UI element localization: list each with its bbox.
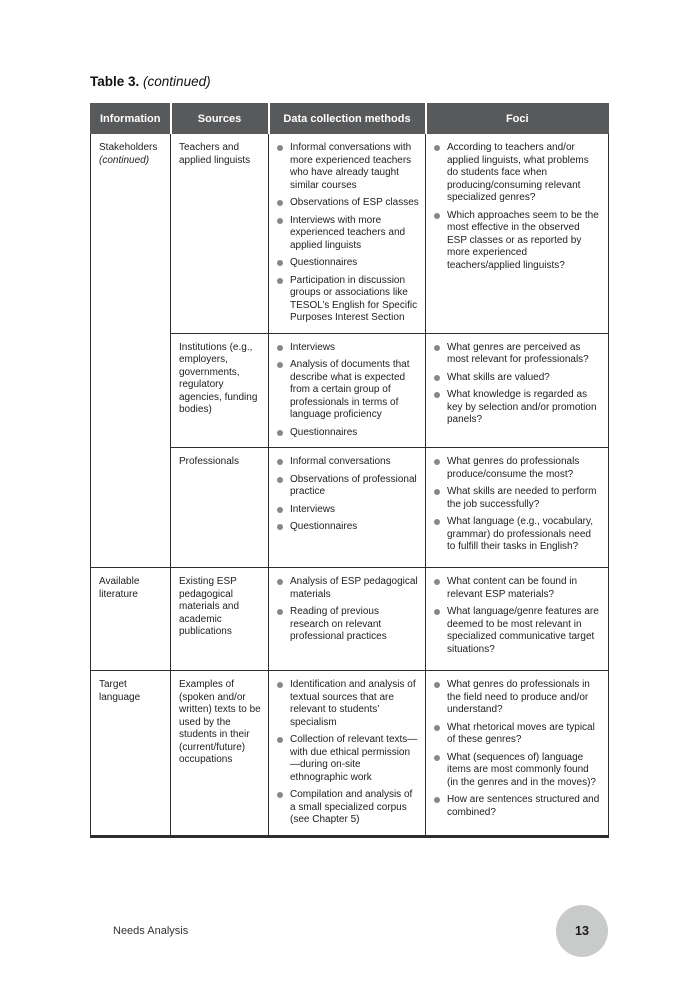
cell-foci — [426, 134, 609, 334]
needs-analysis-table — [90, 103, 609, 838]
bullet-icon — [434, 682, 440, 688]
bullet-icon — [434, 392, 440, 398]
cell-foci — [426, 448, 609, 568]
list-item — [434, 456, 602, 481]
list-item-text: Observations of ESP classes — [290, 197, 419, 209]
header-sources: Sources — [171, 104, 269, 134]
cell-sources: Existing ESP pedagogical materials and academic publications — [171, 568, 269, 671]
cell-methods — [269, 671, 426, 837]
list-item-text: Observations of professional practice — [290, 473, 417, 498]
methods-list — [277, 576, 419, 644]
header-foci: Foci — [426, 104, 609, 134]
list-item-text: Interviews — [290, 341, 336, 353]
list-item — [277, 359, 419, 422]
foci-list — [434, 142, 602, 272]
list-item-text: What genres do professionals produce/consume the most? — [447, 456, 580, 480]
list-item — [277, 427, 419, 440]
list-item — [434, 142, 602, 205]
bullet-icon — [434, 489, 440, 495]
list-item-text: What genres do professionals in the field need to produce and/or understand? — [447, 679, 590, 716]
list-item — [434, 389, 602, 427]
cell-foci — [426, 671, 609, 837]
table-title-label: Table 3. — [90, 74, 140, 89]
page-content — [90, 74, 608, 838]
list-item — [434, 516, 602, 554]
bullet-icon — [434, 459, 440, 465]
header-data-collection-methods: Data collection methods — [269, 104, 426, 134]
list-item-text: Compilation and analysis of a small specialized corpus (see Chapter 5) — [290, 789, 413, 826]
list-item-text: What genres are perceived as most relevant for professionals? — [447, 341, 589, 366]
foci-list — [434, 342, 602, 427]
list-item-text: What language/genre features are deemed to be most relevant in specialized communicative target situations? — [447, 606, 599, 655]
bullet-icon — [277, 609, 283, 615]
bullet-icon — [434, 519, 440, 525]
information-text: Stakeholders — [99, 142, 158, 154]
bullet-icon — [277, 477, 283, 483]
cell-sources: Professionals — [171, 448, 269, 568]
list-item — [277, 474, 419, 499]
bullet-icon — [434, 145, 440, 151]
bullet-icon — [277, 792, 283, 798]
bullet-icon — [277, 737, 283, 743]
list-item — [434, 342, 602, 367]
list-item-text: How are sentences structured and combined? — [447, 794, 600, 818]
bullet-icon — [277, 145, 283, 151]
list-item — [277, 142, 419, 192]
list-item-text: Questionnaires — [290, 521, 358, 533]
cell-methods — [269, 333, 426, 448]
cell-information — [91, 134, 171, 568]
bullet-icon — [277, 430, 283, 436]
list-item-text: What skills are valued? — [447, 371, 550, 383]
list-item-text: What (sequences of) language items are most commonly found (in the genres and in the moves)? — [447, 751, 596, 788]
bullet-icon — [277, 278, 283, 284]
bullet-icon — [277, 200, 283, 206]
methods-list — [277, 456, 419, 534]
bullet-icon — [434, 725, 440, 731]
list-item-text: Identification and analysis of textual sources that are relevant to students’ specialism — [290, 679, 416, 728]
cell-methods — [269, 568, 426, 671]
bullet-icon — [277, 260, 283, 266]
list-item-text: What skills are needed to perform the job successfully? — [447, 486, 597, 510]
cell-sources: Institutions (e.g., employers, governments, regulatory agencies, funding bodies) — [171, 333, 269, 448]
list-item — [277, 197, 419, 210]
list-item — [277, 257, 419, 270]
methods-list — [277, 342, 419, 440]
table-row — [91, 568, 609, 671]
list-item — [277, 679, 419, 729]
list-item-text: Which approaches seem to be the most effective in the observed ESP classes or as reported by more experienced teachers/applied linguists? — [447, 209, 599, 271]
list-item — [434, 486, 602, 511]
list-item — [434, 606, 602, 656]
list-item — [277, 606, 419, 644]
list-item-text: What knowledge is regarded as key by selection and/or promotion panels? — [447, 389, 597, 426]
cell-foci — [426, 568, 609, 671]
list-item-text: Interviews with more experienced teachers and applied linguists — [290, 214, 406, 251]
cell-methods — [269, 134, 426, 334]
list-item-text: Informal conversations with more experienced teachers who have already taught similar courses — [290, 142, 412, 191]
list-item-text: Collection of relevant texts—with due ethical permission—during on-site ethnographic work — [290, 734, 418, 783]
list-item-text: Participation in discussion groups or associations like TESOL’s English for Specific Purposes Interest Section — [290, 274, 418, 324]
bullet-icon — [434, 345, 440, 351]
bullet-icon — [434, 609, 440, 615]
list-item — [277, 275, 419, 325]
methods-list — [277, 679, 419, 827]
list-item-text: Questionnaires — [290, 426, 358, 438]
list-item-text: Analysis of documents that describe what is expected from a certain group of professionals in terms of language proficiency — [290, 359, 410, 421]
bullet-icon — [277, 459, 283, 465]
page-footer — [113, 905, 608, 957]
list-item — [277, 576, 419, 601]
header-information: Information — [91, 104, 171, 134]
list-item-text: Reading of previous research on relevant professional practices — [290, 606, 387, 643]
information-note: (continued) — [99, 154, 150, 166]
bullet-icon — [277, 524, 283, 530]
list-item-text: Informal conversations — [290, 456, 391, 468]
table-row — [91, 671, 609, 837]
list-item — [434, 679, 602, 717]
information-text: Available literature — [99, 576, 140, 600]
list-item — [277, 342, 419, 355]
list-item-text: Analysis of ESP pedagogical materials — [290, 576, 418, 600]
bullet-icon — [277, 362, 283, 368]
page-number-badge — [556, 905, 608, 957]
list-item — [434, 372, 602, 385]
cell-sources: Examples of (spoken and/or written) texts to be used by the students in their (current/future) occupations — [171, 671, 269, 837]
table-row — [91, 134, 609, 334]
list-item-text: According to teachers and/or applied linguists, what problems do students face when producing/consuming relevant specialized genres? — [447, 142, 589, 204]
list-item-text: What rhetorical moves are typical of these genres? — [447, 721, 595, 746]
foci-list — [434, 679, 602, 819]
bullet-icon — [277, 507, 283, 513]
list-item — [277, 521, 419, 534]
list-item-text: What content can be found in relevant ESP materials? — [447, 576, 578, 600]
list-item-text: What language (e.g., vocabulary, grammar) do professionals need to fulfill their tasks in English? — [447, 516, 594, 553]
list-item — [434, 576, 602, 601]
information-text: Target language — [99, 679, 141, 703]
page-number: 13 — [575, 924, 589, 938]
list-item — [277, 504, 419, 517]
list-item — [277, 456, 419, 469]
bullet-icon — [277, 579, 283, 585]
bullet-icon — [277, 345, 283, 351]
bullet-icon — [434, 213, 440, 219]
bullet-icon — [277, 218, 283, 224]
cell-foci — [426, 333, 609, 448]
list-item — [434, 722, 602, 747]
list-item-text: Questionnaires — [290, 257, 358, 269]
table-header-row — [91, 104, 609, 134]
list-item — [277, 789, 419, 827]
list-item-text: Interviews — [290, 503, 336, 515]
cell-methods — [269, 448, 426, 568]
list-item — [277, 734, 419, 784]
list-item — [434, 794, 602, 819]
table-title — [90, 74, 608, 90]
cell-information — [91, 568, 171, 671]
foci-list — [434, 456, 602, 554]
methods-list — [277, 142, 419, 325]
list-item — [277, 215, 419, 253]
bullet-icon — [434, 797, 440, 803]
bullet-icon — [434, 579, 440, 585]
bullet-icon — [277, 682, 283, 688]
cell-information — [91, 671, 171, 837]
list-item — [434, 210, 602, 273]
table-body — [91, 134, 609, 837]
foci-list — [434, 576, 602, 656]
table-title-continued: (continued) — [143, 74, 211, 89]
bullet-icon — [434, 755, 440, 761]
bullet-icon — [434, 375, 440, 381]
list-item — [434, 752, 602, 790]
cell-sources: Teachers and applied linguists — [171, 134, 269, 334]
footer-running-title: Needs Analysis — [113, 925, 189, 937]
